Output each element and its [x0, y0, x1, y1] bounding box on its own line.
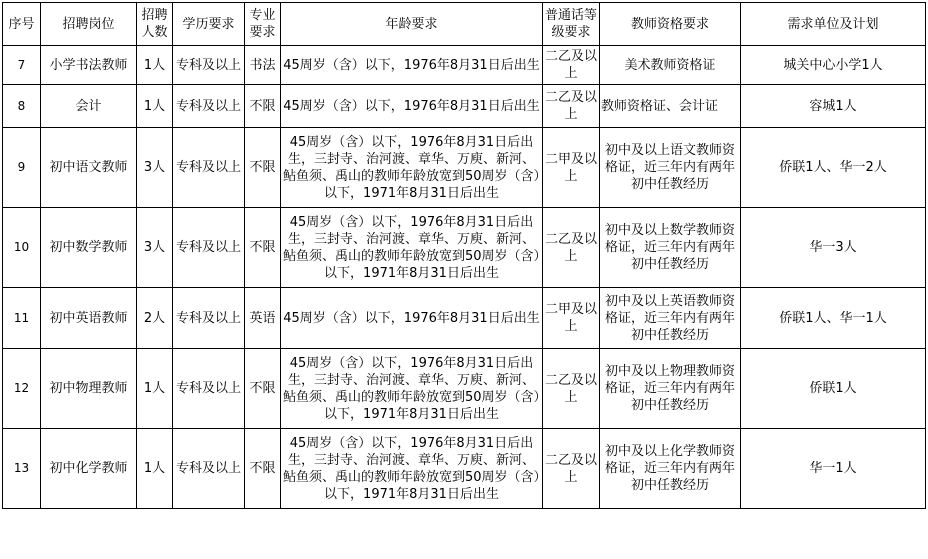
table-row: [3, 349, 926, 429]
cell-count: 1人: [137, 429, 173, 509]
cell-mandarin: 二乙及以上: [543, 46, 600, 85]
cell-education: 专科及以上: [173, 349, 245, 429]
cell-qualification: 初中及以上数学教师资格证，近三年内有两年初中任教经历: [600, 208, 741, 288]
cell-position: 初中语文教师: [41, 128, 137, 208]
cell-age: 45周岁（含）以下，1976年8月31日后出生: [281, 46, 543, 85]
cell-qualification: 初中及以上物理教师资格证，近三年内有两年初中任教经历: [600, 349, 741, 429]
cell-count: 1人: [137, 349, 173, 429]
cell-major: 不限: [245, 429, 281, 509]
cell-position: 初中数学教师: [41, 208, 137, 288]
header-position: 招聘岗位: [41, 3, 137, 46]
cell-education: 专科及以上: [173, 429, 245, 509]
cell-qualification: 美术教师资格证: [600, 46, 741, 85]
table-row: [3, 85, 926, 128]
cell-mandarin: 二乙及以上: [543, 208, 600, 288]
cell-position: 初中英语教师: [41, 288, 137, 349]
cell-mandarin: 二甲及以上: [543, 128, 600, 208]
cell-unit-plan: 侨联1人、华一1人: [741, 288, 926, 349]
cell-position: 小学书法教师: [41, 46, 137, 85]
header-age: 年龄要求: [281, 3, 543, 46]
cell-seq: 8: [3, 85, 41, 128]
header-qualification: 教师资格要求: [600, 3, 741, 46]
cell-position: 初中化学教师: [41, 429, 137, 509]
cell-education: 专科及以上: [173, 208, 245, 288]
cell-unit-plan: 华一3人: [741, 208, 926, 288]
table-row: [3, 288, 926, 349]
cell-education: 专科及以上: [173, 46, 245, 85]
cell-mandarin: 二甲及以上: [543, 288, 600, 349]
cell-major: 书法: [245, 46, 281, 85]
cell-qualification: 初中及以上语文教师资格证，近三年内有两年初中任教经历: [600, 128, 741, 208]
table-row: [3, 128, 926, 208]
table-row: [3, 429, 926, 509]
cell-unit-plan: 城关中心小学1人: [741, 46, 926, 85]
table-row: [3, 208, 926, 288]
cell-mandarin: 二乙及以上: [543, 349, 600, 429]
header-seq: 序号: [3, 3, 41, 46]
cell-qualification: 教师资格证、会计证: [600, 85, 741, 128]
cell-count: 3人: [137, 128, 173, 208]
cell-mandarin: 二乙及以上: [543, 85, 600, 128]
cell-education: 专科及以上: [173, 85, 245, 128]
cell-count: 1人: [137, 46, 173, 85]
cell-age: 45周岁（含）以下，1976年8月31日后出生，三封寺、治河渡、章华、万庾、新河、鲇鱼须、禹山的教师年龄放宽到50周岁（含）以下，1971年8月31日后出生: [281, 349, 543, 429]
cell-unit-plan: 侨联1人、华一2人: [741, 128, 926, 208]
cell-age: 45周岁（含）以下，1976年8月31日后出生: [281, 85, 543, 128]
table-row: [3, 46, 926, 85]
cell-seq: 10: [3, 208, 41, 288]
cell-seq: 13: [3, 429, 41, 509]
cell-age: 45周岁（含）以下，1976年8月31日后出生，三封寺、治河渡、章华、万庾、新河、鲇鱼须、禹山的教师年龄放宽到50周岁（含）以下，1971年8月31日后出生: [281, 429, 543, 509]
cell-major: 不限: [245, 208, 281, 288]
cell-major: 不限: [245, 128, 281, 208]
cell-major: 不限: [245, 349, 281, 429]
cell-age: 45周岁（含）以下，1976年8月31日后出生，三封寺、治河渡、章华、万庾、新河、鲇鱼须、禹山的教师年龄放宽到50周岁（含）以下，1971年8月31日后出生: [281, 128, 543, 208]
cell-count: 3人: [137, 208, 173, 288]
header-mandarin: 普通话等级要求: [543, 3, 600, 46]
recruitment-table: [2, 2, 926, 509]
cell-education: 专科及以上: [173, 128, 245, 208]
header-education: 学历要求: [173, 3, 245, 46]
cell-age: 45周岁（含）以下，1976年8月31日后出生，三封寺、治河渡、章华、万庾、新河、鲇鱼须、禹山的教师年龄放宽到50周岁（含）以下，1971年8月31日后出生: [281, 208, 543, 288]
header-unit-plan: 需求单位及计划: [741, 3, 926, 46]
cell-seq: 11: [3, 288, 41, 349]
cell-unit-plan: 容城1人: [741, 85, 926, 128]
cell-count: 2人: [137, 288, 173, 349]
cell-education: 专科及以上: [173, 288, 245, 349]
cell-qualification: 初中及以上化学教师资格证，近三年内有两年初中任教经历: [600, 429, 741, 509]
cell-unit-plan: 华一1人: [741, 429, 926, 509]
header-count: 招聘人数: [137, 3, 173, 46]
cell-seq: 12: [3, 349, 41, 429]
table-header-row: [3, 3, 926, 46]
recruitment-table-container: [2, 2, 926, 509]
cell-position: 初中物理教师: [41, 349, 137, 429]
cell-seq: 7: [3, 46, 41, 85]
cell-position: 会计: [41, 85, 137, 128]
cell-qualification: 初中及以上英语教师资格证，近三年内有两年初中任教经历: [600, 288, 741, 349]
header-major: 专业要求: [245, 3, 281, 46]
cell-count: 1人: [137, 85, 173, 128]
cell-mandarin: 二乙及以上: [543, 429, 600, 509]
cell-major: 英语: [245, 288, 281, 349]
cell-seq: 9: [3, 128, 41, 208]
cell-unit-plan: 侨联1人: [741, 349, 926, 429]
cell-major: 不限: [245, 85, 281, 128]
cell-age: 45周岁（含）以下，1976年8月31日后出生: [281, 288, 543, 349]
